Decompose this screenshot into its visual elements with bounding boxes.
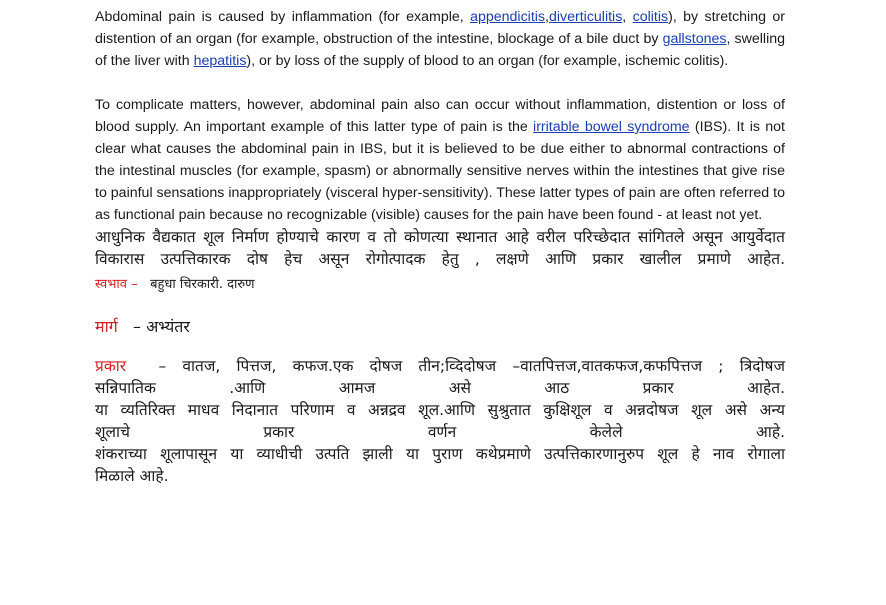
link-diverticulitis[interactable]: diverticulitis [548,9,623,25]
text-run: , swelling of the liver with [95,31,785,69]
paragraph-marathi-intro: आधुनिक वैद्यकात शूल निर्माण होण्याचे कारण व तो कोणत्या स्थानात आहे वरील परिच्छेदात सांगितले असून आयुर्वेदात विकारास उत्पत्तिकारक दोष हेच असून रोगोत्पादक हेतु , लक्षणे आणि प्रकार खालील प्रमाणे आहेत. [95,228,785,268]
document-body [95,6,785,487]
marga-label: मार्ग [95,317,118,336]
link-appendicitis[interactable]: appendicitis [470,9,546,25]
text-run: To complicate matters, however, abdominal pain also can occur without inflammation, distention or loss of blood supply. An important example of this latter type of pain is the [95,97,785,135]
text-run: , [545,9,549,25]
link-hepatitis[interactable]: hepatitis [193,53,247,69]
text-run: ), or by loss of the supply of blood to an organ (for example, ischemic colitis). [246,53,729,69]
svabhav-value: बहुधा चिरकारी. दारुण [150,277,255,292]
prakar-line-6: मिळाले आहे. [95,467,169,485]
prakar-line-2: सन्निपातिक .आणि आमज असे आठ प्रकार आहेत. [95,379,785,397]
prakar-line-5: शंकराच्या शूलापासून या व्याधीची उत्पति झाली या पुराण कथेप्रमाणे उत्पत्तिकारणानुरुप शूल हे नाव रोगाला [95,445,785,463]
prakar-line-3: या व्यतिरिक्त माधव निदानात परिणाम व अन्नद्रव शूल.आणि सुश्रुतात कुक्षिशूल व अन्नदोषज शूल असे अन्य [95,401,785,419]
text-run: Abdominal pain is caused by inflammation (for example, [95,9,471,25]
link-colitis[interactable]: colitis [632,9,669,25]
text-run: ), by stretching or distention of an organ (for example, obstruction of the intestine, blockage of a bile duct by [95,9,785,47]
paragraph-spacer [95,72,785,94]
text-run: (IBS). It is not clear what causes the abdominal pain in IBS, but it is believed to be due either to abnormal contractions of the intestinal muscles (for example, spasm) or abnormally sensitive nerves within the intestines that give rise to painful sensations inappropriately (visceral hyper-sensitivity). These latter types of pain are often referred to as functional pain because no recognizable (visible) causes for the pain have been found - at least not yet. [95,119,785,223]
link-irritable-bowel-syndrome[interactable]: irritable bowel syndrome [533,119,690,135]
prakar-section [95,355,785,487]
prakar-text: – वातज, पित्तज, कफज.एक दोषज तीन;व्दिदोषज –वातपित्तज,वातकफज,कफपित्तज ; त्रिदोषज [158,357,785,375]
prakar-line-4: शूलाचे प्रकार वर्णन केलेले आहे. [95,423,785,441]
marga-value: – अभ्यंतर [133,317,190,336]
svabhav-row [95,275,785,295]
prakar-label: प्रकार [95,357,127,375]
link-gallstones[interactable]: gallstones [662,31,727,47]
prakar-line-1 [95,355,785,377]
paragraph-causes [95,6,785,72]
svabhav-label: स्वभाव – [95,277,138,292]
text-run: , [622,9,633,25]
paragraph-functional-pain [95,94,785,226]
marga-row [95,315,785,339]
